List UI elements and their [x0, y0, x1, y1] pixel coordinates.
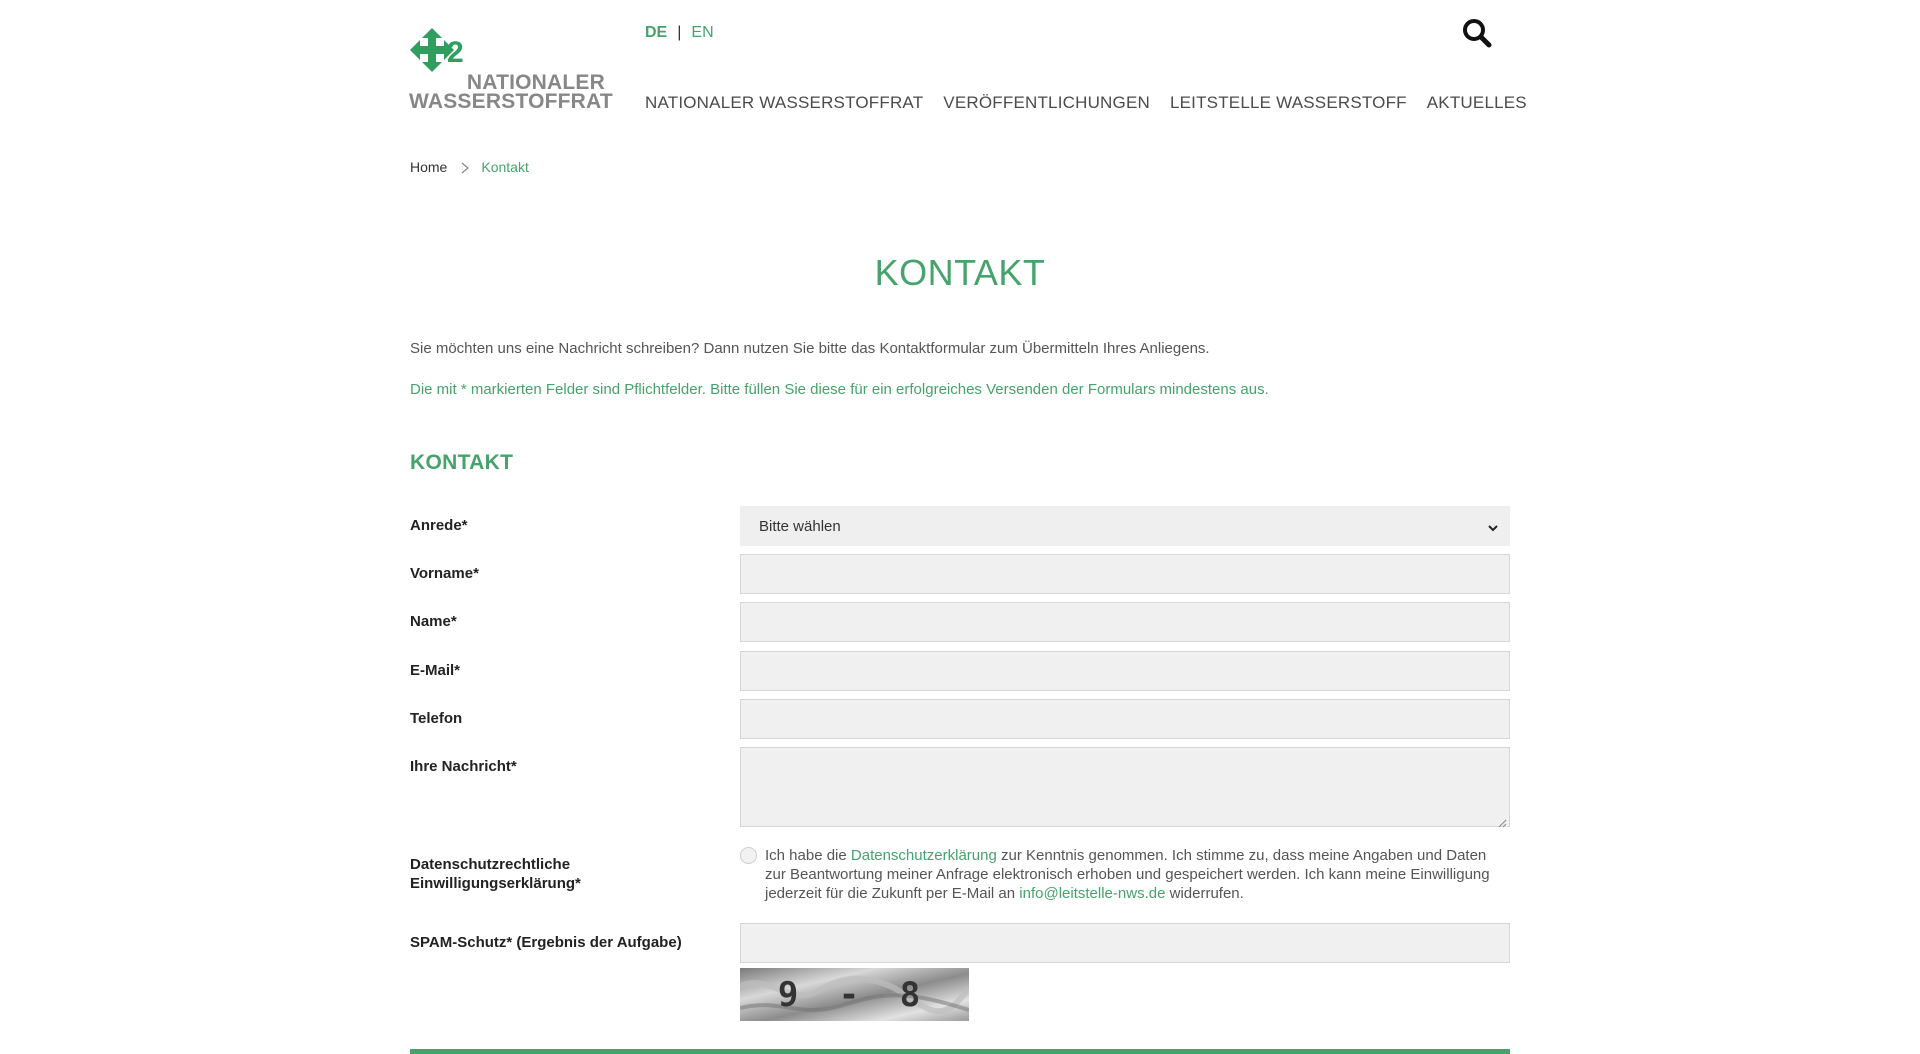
vorname-label: Vorname* — [410, 565, 479, 582]
email-input[interactable] — [740, 651, 1510, 691]
anrede-label: Anrede* — [410, 517, 468, 534]
consent-text-3: widerrufen. — [1165, 885, 1244, 902]
anrede-select-value: Bitte wählen — [759, 517, 841, 535]
page-title: KONTAKT — [874, 252, 1046, 293]
privacy-policy-link[interactable]: Datenschutzerklärung — [850, 847, 997, 864]
spam-label: SPAM-Schutz* (Ergebnis der Aufgabe) — [410, 934, 682, 951]
nachricht-label: Ihre Nachricht* — [410, 758, 517, 775]
consent-email-link[interactable]: info@leitstelle-nws.de — [1019, 885, 1166, 902]
lang-en-link[interactable]: EN — [691, 24, 714, 41]
consent-text — [765, 846, 1510, 903]
nav-item-nationaler-wasserstoffrat[interactable]: NATIONALER WASSERSTOFFRAT — [645, 93, 924, 112]
name-label: Name* — [410, 613, 457, 630]
captcha-text: 9 - 8 — [777, 975, 931, 1015]
consent-checkbox[interactable] — [740, 847, 757, 864]
logo-line-1: NATIONALER — [466, 71, 605, 94]
nav-item-aktuelles[interactable]: AKTUELLES — [1426, 93, 1527, 112]
form-title: KONTAKT — [410, 451, 514, 474]
consent-text-2: zur Kenntnis genommen. Ich stimme zu, dass meine Angaben und Daten zur Beantwortung meiner Anfrage elektronisch erhoben und gespeichert werden. Ich kann meine Einwilligung jederzeit für die Zukunft per E-Mail an — [765, 847, 1490, 902]
anrede-select[interactable] — [740, 506, 1510, 546]
lang-separator: | — [677, 24, 682, 41]
name-input[interactable] — [740, 602, 1510, 642]
telefon-input[interactable] — [740, 699, 1510, 739]
logo-line-2: WASSERSTOFFRAT — [409, 90, 613, 113]
main-nav — [645, 93, 1527, 113]
logo-mark-text: 2 — [447, 36, 464, 69]
chevron-right-icon — [461, 161, 469, 173]
email-label: E-Mail* — [410, 662, 461, 679]
intro-text: Sie möchten uns eine Nachricht schreiben? Dann nutzen Sie bitte das Kontaktformular zum Übermitteln Ihres Anliegens. — [410, 340, 1210, 357]
language-switch — [645, 24, 714, 42]
breadcrumb-current: Kontakt — [481, 159, 529, 175]
breadcrumb — [410, 159, 529, 175]
telefon-label: Telefon — [410, 710, 463, 727]
nachricht-textarea[interactable] — [740, 747, 1510, 827]
lang-de-link[interactable]: DE — [645, 24, 668, 41]
chevron-down-icon — [1488, 520, 1498, 530]
consent-text-1: Ich habe die — [765, 847, 851, 864]
resize-handle-icon[interactable] — [1498, 815, 1507, 824]
nav-item-veroeffentlichungen[interactable]: VERÖFFENTLICHUNGEN — [943, 93, 1150, 112]
vorname-input[interactable] — [740, 554, 1510, 594]
breadcrumb-home-link[interactable]: Home — [410, 159, 448, 175]
submit-bar — [410, 1049, 1510, 1054]
spam-input[interactable] — [740, 923, 1510, 963]
search-icon[interactable] — [1462, 18, 1492, 48]
required-note: Die mit * markierten Felder sind Pflichtfelder. Bitte füllen Sie diese für ein erfolgreiches Versenden der Formulars mindestens aus. — [410, 381, 1269, 398]
captcha-image — [740, 968, 969, 1021]
consent-label: Datenschutzrechtliche Einwilligungserklärung* — [410, 856, 581, 892]
nav-item-leitstelle-wasserstoff[interactable]: LEITSTELLE WASSERSTOFF — [1169, 93, 1407, 112]
logo[interactable] — [409, 26, 613, 114]
